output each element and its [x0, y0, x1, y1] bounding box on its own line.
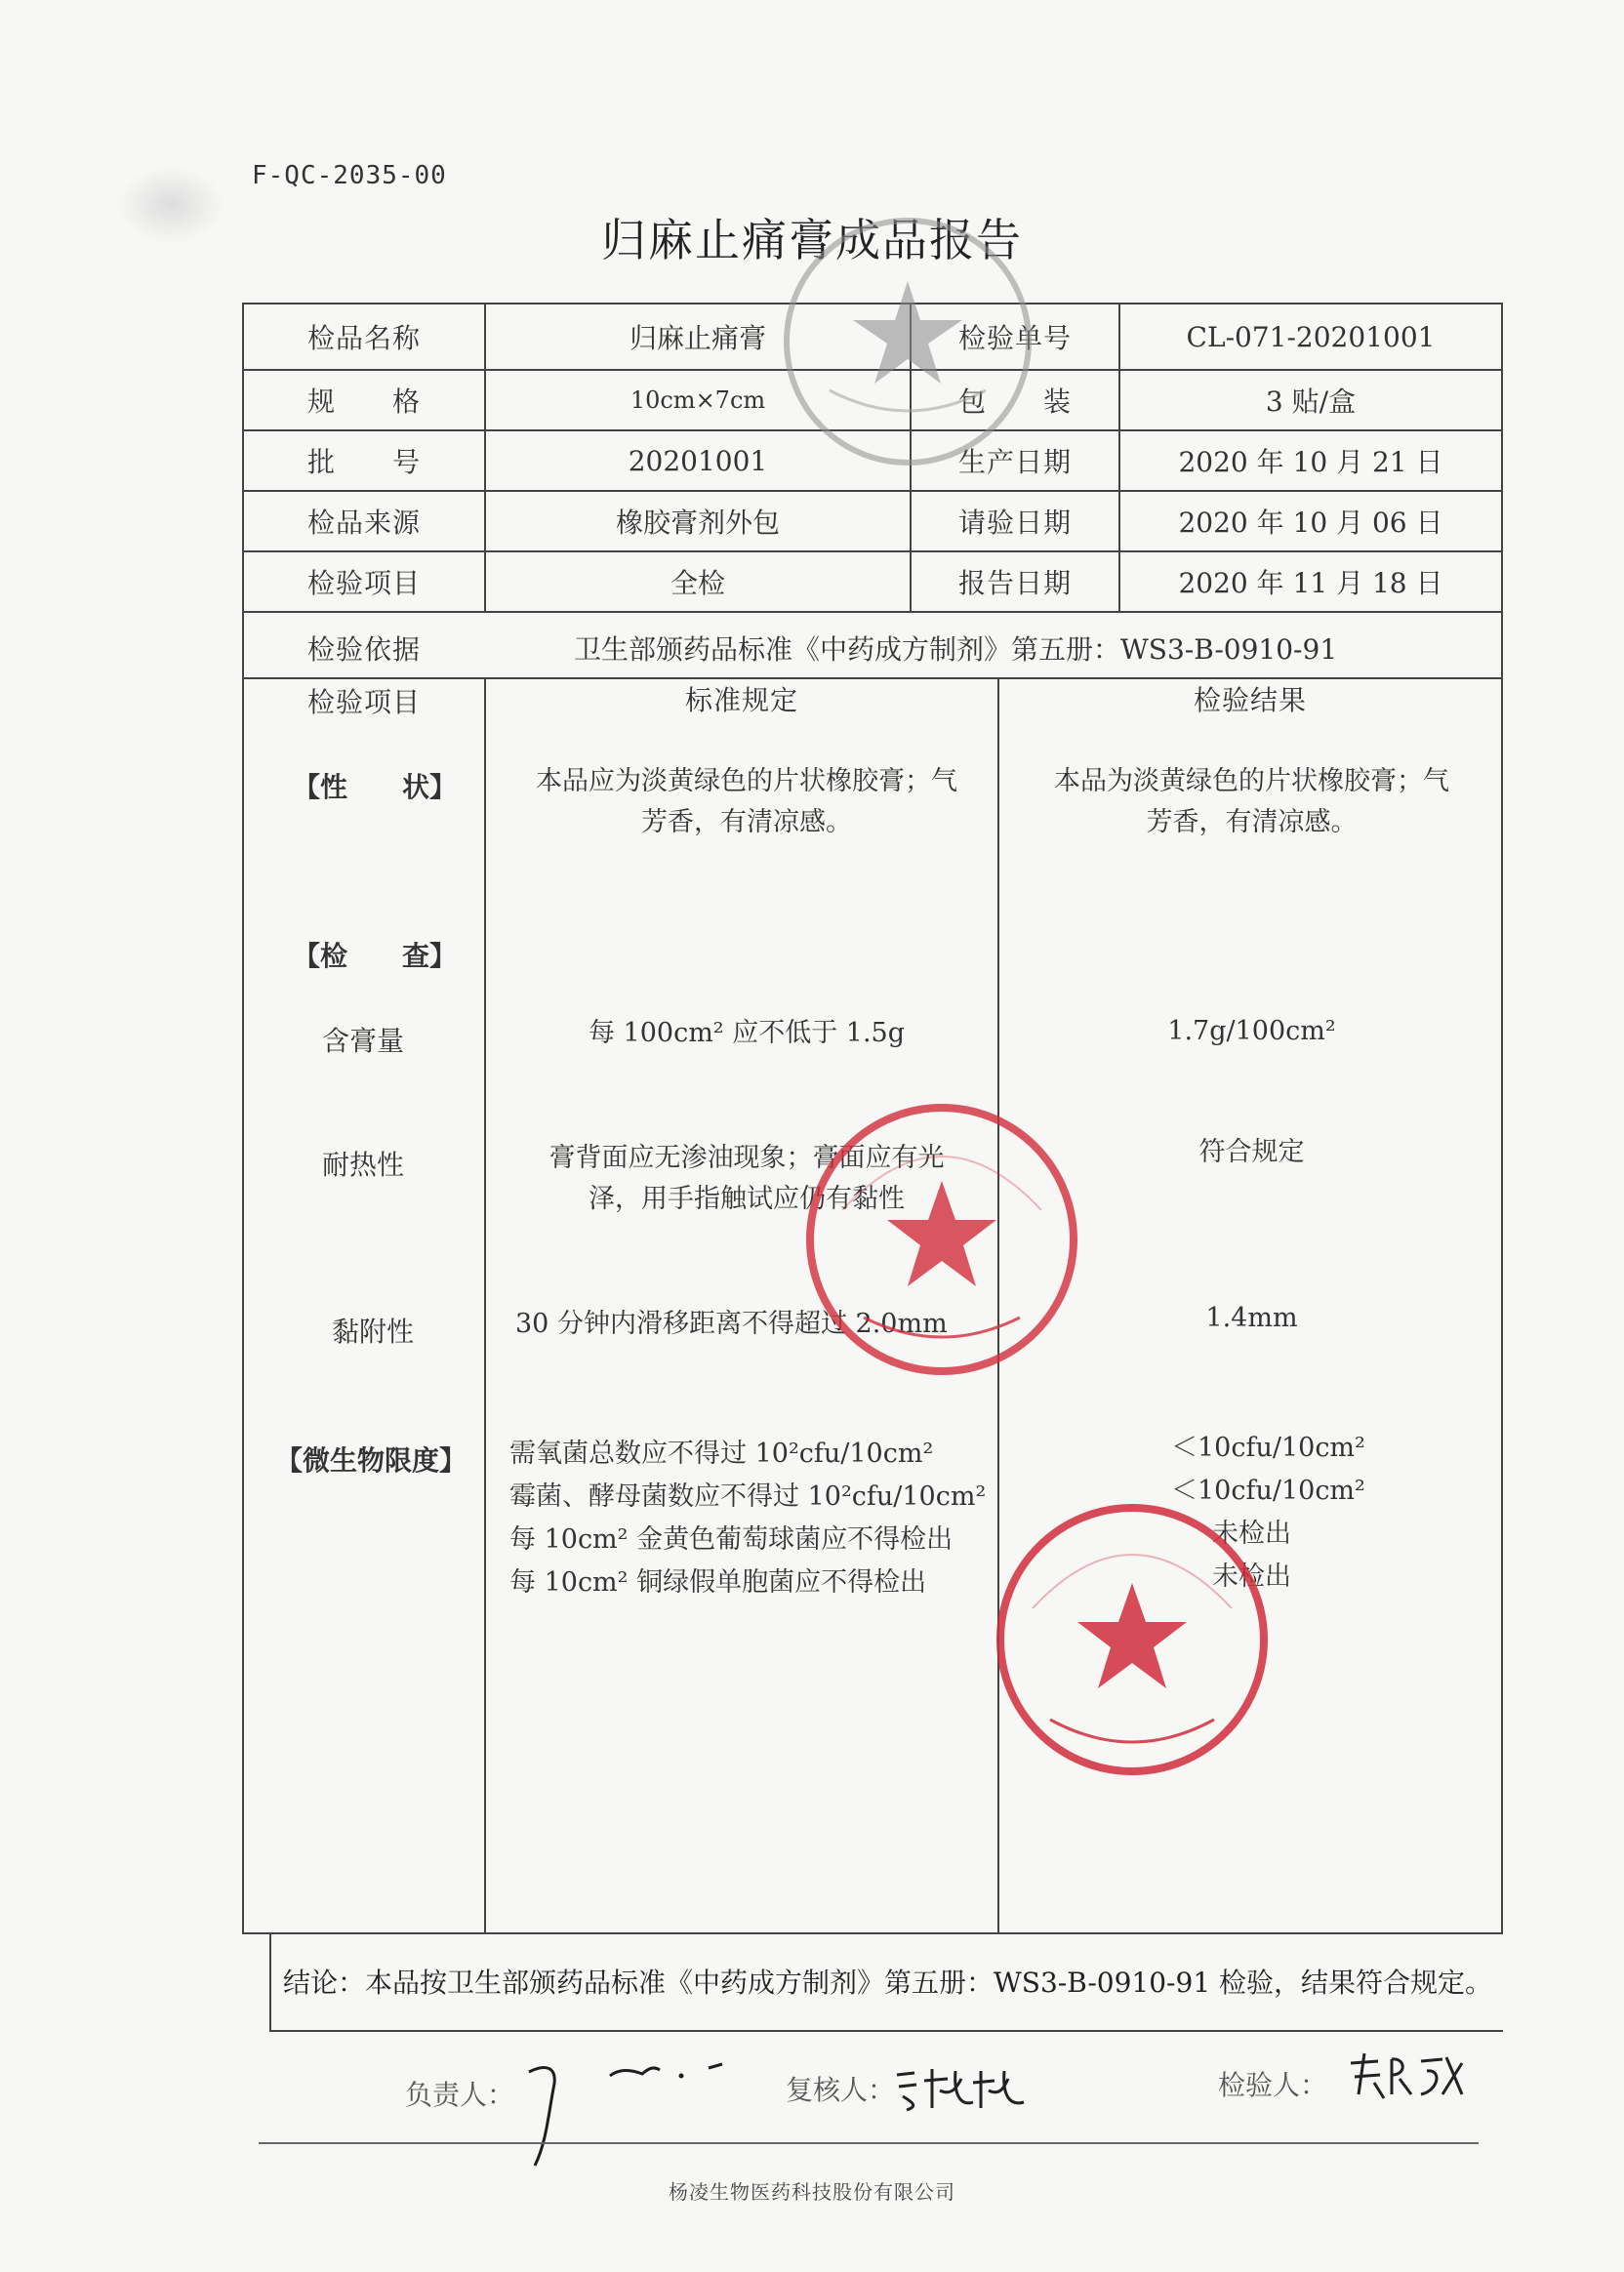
label-basis: 检验依据	[306, 633, 421, 666]
item-label-appearance: 【性 状】	[293, 771, 458, 803]
reviewer-label: 复核人：	[786, 2074, 896, 2106]
result-appearance-line: 芳香，有清凉感。	[1146, 807, 1358, 837]
standard-microbial-line: 每 10cm² 铜绿假单胞菌应不得检出	[509, 1567, 927, 1598]
result-microbial-line: 未检出	[1212, 1562, 1291, 1592]
column-header-standard: 标准规定	[684, 684, 798, 716]
footer-company: 杨凌生物医药科技股份有限公司	[669, 2180, 955, 2204]
label-test-items: 检验项目	[306, 567, 421, 599]
label-spec: 规 格	[306, 385, 421, 418]
value-basis: 卫生部颁药品标准《中药成方制剂》第五册：WS3-B-0910-91	[574, 633, 1338, 666]
standard-microbial-line: 需氧菌总数应不得过 10²cfu/10cm²	[509, 1439, 934, 1469]
responsible-label: 负责人：	[405, 2079, 515, 2111]
result-adhesion: 1.4mm	[1205, 1303, 1298, 1333]
value-batch: 20201001	[628, 444, 768, 477]
value-report-number: CL-071-20201001	[1186, 320, 1436, 353]
item-label-heat-resistance: 耐热性	[322, 1149, 405, 1181]
result-microbial-line: ＜10cfu/10cm²	[1171, 1476, 1365, 1506]
inspector-signature	[1345, 2049, 1472, 2104]
value-sample-source: 橡胶膏剂外包	[615, 507, 780, 539]
item-label-adhesion: 黏附性	[332, 1316, 415, 1348]
company-quality-seal-red	[795, 1093, 1088, 1386]
standard-microbial-line: 霉菌、酵母菌数应不得过 10²cfu/10cm²	[509, 1481, 987, 1512]
value-product-name: 归麻止痛膏	[629, 322, 766, 354]
conclusion-border-bottom	[269, 2030, 1503, 2032]
standard-microbial-line: 每 10cm² 金黄色葡萄球菌应不得检出	[509, 1524, 954, 1555]
label-request-date: 请验日期	[957, 507, 1072, 539]
label-report-number: 检验单号	[957, 322, 1072, 354]
label-packaging: 包 装	[957, 385, 1072, 418]
label-product-name: 检品名称	[306, 322, 421, 354]
standard-appearance	[498, 761, 995, 843]
value-spec: 10cm×7cm	[629, 386, 766, 414]
standard-microbial	[509, 1433, 997, 1604]
value-report-date: 2020 年 11 月 18 日	[1178, 567, 1443, 599]
column-header-result: 检验结果	[1193, 684, 1307, 716]
value-production-date: 2020 年 10 月 21 日	[1178, 446, 1443, 478]
result-microbial-line: 未检出	[1212, 1519, 1291, 1549]
standard-adhesion: 30 分钟内滑移距离不得超过 2.0mm	[515, 1309, 948, 1339]
column-header-item: 检验项目	[306, 686, 421, 718]
item-label-microbial: 【微生物限度】	[275, 1444, 467, 1477]
table-border-right	[1501, 303, 1503, 1934]
item-label-paste-content: 含膏量	[322, 1025, 405, 1057]
label-production-date: 生产日期	[957, 446, 1072, 478]
conclusion: 结论：本品按卫生部颁药品标准《中药成方制剂》第五册：WS3-B-0910-91 检验，结果符合规定。	[283, 1967, 1493, 1999]
quality-management-seal-red	[986, 1493, 1279, 1786]
standard-heat-line: 泽，用手指触试应仍有黏性	[589, 1184, 905, 1214]
footer-rule	[259, 2142, 1479, 2144]
col-divider	[484, 677, 486, 1932]
standard-paste-content: 每 100cm² 应不低于 1.5g	[588, 1018, 906, 1048]
form-code: F-QC-2035-00	[252, 161, 447, 190]
label-sample-source: 检品来源	[306, 507, 421, 539]
inspector-label: 检验人：	[1218, 2069, 1328, 2101]
quality-inspection-seal-gray	[771, 205, 1044, 478]
row-divider	[242, 611, 1503, 613]
value-request-date: 2020 年 10 月 06 日	[1178, 507, 1443, 539]
result-appearance-line: 本品为淡黄绿色的片状橡胶膏；气	[1054, 766, 1449, 796]
item-label-inspection: 【检 查】	[293, 940, 458, 972]
result-appearance	[1005, 761, 1498, 843]
label-report-date: 报告日期	[957, 567, 1072, 599]
conclusion-border-left	[269, 1932, 271, 2032]
responsible-signature	[517, 2045, 742, 2171]
standard-appearance-line: 芳香，有清凉感。	[641, 807, 852, 837]
row-divider	[242, 1932, 1503, 1934]
label-batch: 批 号	[306, 446, 421, 478]
result-paste-content: 1.7g/100cm²	[1167, 1016, 1336, 1046]
result-microbial-line: ＜10cfu/10cm²	[1171, 1433, 1365, 1463]
reviewer-signature	[893, 2057, 1030, 2116]
standard-appearance-line: 本品应为淡黄绿色的片状橡胶膏；气	[536, 766, 957, 796]
document-title: 归麻止痛膏成品报告	[601, 214, 1023, 266]
result-heat-resistance: 符合规定	[1198, 1137, 1305, 1167]
value-test-items: 全检	[670, 567, 725, 599]
standard-heat-line: 膏背面应无渗油现象；膏面应有光	[548, 1143, 945, 1173]
value-packaging: 3 贴/盒	[1265, 385, 1357, 418]
